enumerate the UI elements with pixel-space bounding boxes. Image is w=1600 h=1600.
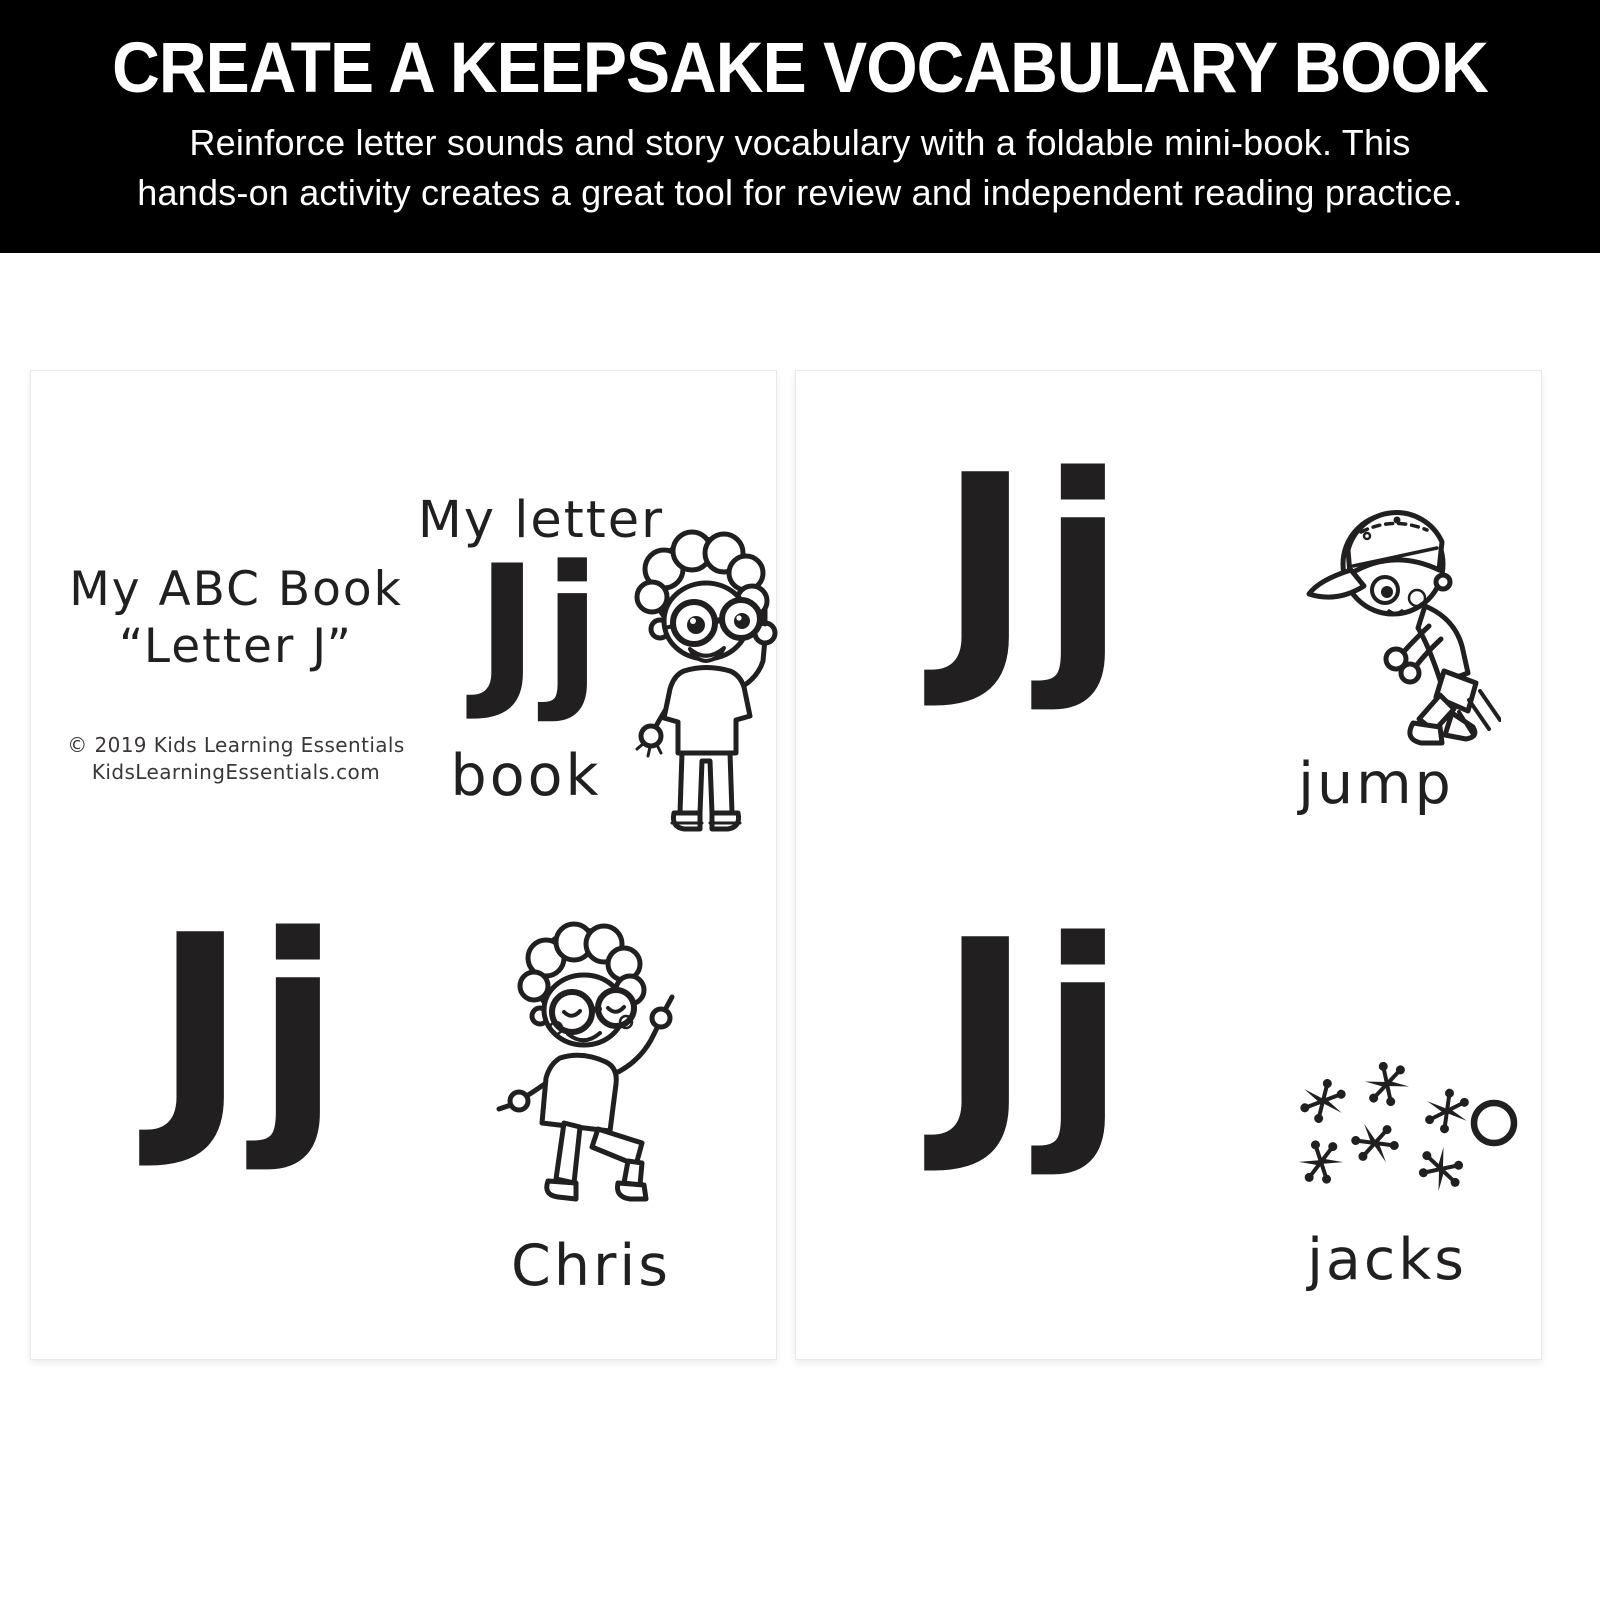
- pants: [680, 753, 732, 813]
- copyright-line2: KidsLearningEssentials.com: [91, 759, 381, 784]
- header-banner: [0, 0, 1600, 253]
- right-shoe: [712, 813, 739, 829]
- sneaker-front: [1410, 723, 1442, 743]
- title-page-letters: Jj: [475, 529, 607, 725]
- ball-icon: [1474, 1103, 1514, 1143]
- jacks-and-ball-illustration: [1291, 1059, 1521, 1199]
- letter-page-letters: Jj: [153, 882, 349, 1175]
- jack-icon: [1344, 1112, 1405, 1174]
- shirt: [664, 668, 750, 754]
- title-page-line2: book: [450, 743, 602, 809]
- standing-shoe: [547, 1181, 576, 1199]
- boy-pointing-illustration: [614, 521, 794, 841]
- cover-title-line1: My ABC Book: [69, 562, 403, 617]
- raised-shoe: [618, 1183, 647, 1199]
- worksheet-page-right: [795, 370, 1542, 1360]
- worksheet-page-left: [30, 370, 777, 1360]
- title-page-line1: My letter: [417, 491, 665, 550]
- poster-subtitle-line1: Reinforce letter sounds and story vocabulary with a foldable mini-book. This: [189, 122, 1411, 163]
- left-shoe: [673, 813, 700, 829]
- jack-icon: [1423, 1086, 1471, 1136]
- vocab-word-jump: jump: [1298, 751, 1454, 817]
- copyright-line1: © 2019 Kids Learning Essentials: [67, 732, 405, 757]
- jack-icon: [1297, 1074, 1349, 1128]
- minibook-cover: [66, 561, 406, 786]
- jack-icon: [1362, 1059, 1412, 1110]
- cover-copyright: [66, 732, 406, 786]
- vocab-word-chris: Chris: [511, 1233, 671, 1299]
- poster-subtitle-line2: hands-on activity creates a great tool for review and independent reading practice.: [137, 172, 1463, 213]
- jack-icon: [1415, 1144, 1468, 1194]
- standing-leg: [556, 1123, 580, 1183]
- boy-dancing-illustration: [486, 916, 696, 1216]
- poster-subtitle: [0, 118, 1600, 218]
- boy-jumping-illustration: [1301, 486, 1501, 746]
- vocab-word-jacks: jacks: [1307, 1227, 1467, 1293]
- cover-title-line2: “Letter J”: [119, 619, 353, 675]
- letter-page-top-letters: Jj: [938, 422, 1134, 715]
- jack-icon: [1294, 1134, 1348, 1190]
- ear: [1436, 575, 1450, 589]
- poster-title: CREATE A KEEPSAKE VOCABULARY BOOK: [112, 29, 1488, 108]
- shirt: [542, 1055, 616, 1131]
- letter-page-bottom-letters: Jj: [938, 887, 1134, 1180]
